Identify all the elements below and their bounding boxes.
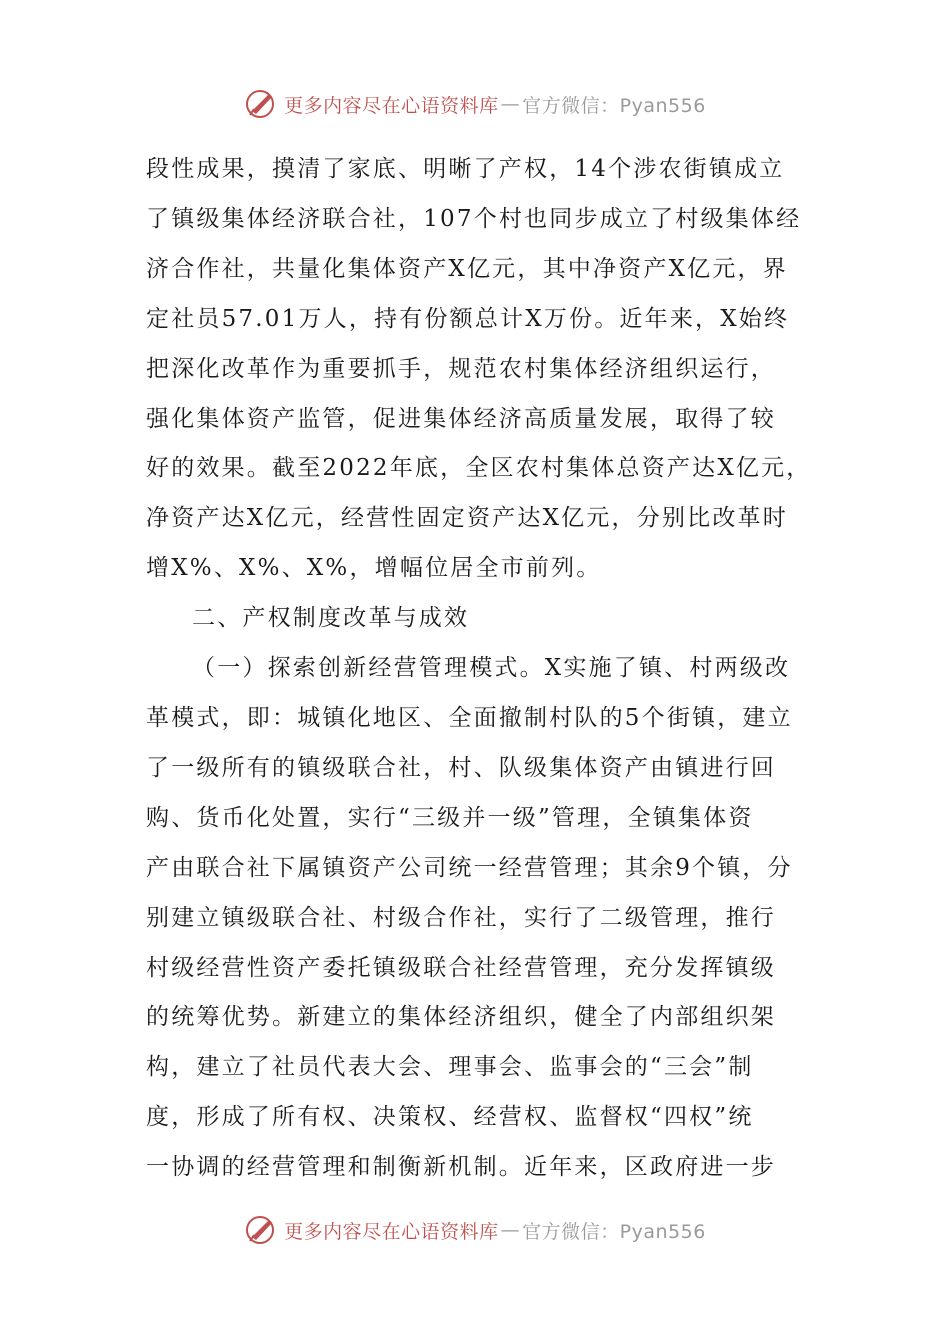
text-line: 净资产达X亿元，经营性固定资产达X亿元，分别比改革时 — [146, 505, 788, 532]
pen-logo-icon — [244, 87, 278, 121]
text-line: 段性成果，摸清了家底、明晰了产权，14个涉农街镇成立 — [146, 156, 785, 182]
text-line: 济合作社，共量化集体资产X亿元，其中净资产X亿元，界 — [146, 255, 788, 282]
text-line: 购、货币化处置，实行“三级并一级”管理，全镇集体资 — [146, 804, 754, 831]
text-line: 革模式，即：城镇化地区、全面撤制村队的5个街镇，建立 — [146, 704, 793, 731]
paragraph-2 — [146, 644, 816, 1193]
text-line: （一）探索创新经营管理模式。X实施了镇、村两级改 — [192, 655, 791, 682]
document-body — [146, 145, 816, 1193]
text-line: 强化集体资产监管，促进集体经济高质量发展，取得了较 — [146, 405, 776, 432]
footer-watermark — [0, 1210, 950, 1250]
text-line: 定社员57.01万人，持有份额总计X万份。近年来，X始终 — [146, 305, 790, 332]
watermark-site-name: 更多内容尽在心语资料库 — [284, 1220, 499, 1243]
text-line: 构，建立了社员代表大会、理事会、监事会的“三会”制 — [146, 1054, 754, 1081]
watermark-separator: — — [500, 1219, 521, 1241]
heading-text: 二、产权制度改革与成效 — [192, 605, 470, 632]
header-watermark — [0, 84, 950, 124]
pen-logo-icon — [244, 1213, 278, 1247]
text-line: 一协调的经营管理和制衡新机制。近年来，区政府进一步 — [146, 1154, 776, 1181]
text-line: 别建立镇级联合社、村级合作社，实行了二级管理，推行 — [146, 904, 776, 931]
watermark-contact: 官方微信：Pyan556 — [522, 94, 706, 117]
paragraph-1 — [146, 145, 816, 594]
text-line: 产由联合社下属镇资产公司统一经营管理；其余9个镇，分 — [146, 854, 793, 881]
text-line: 了镇级集体经济联合社，107个村也同步成立了村级集体经 — [146, 205, 802, 232]
text-line: 好的效果。截至2022年底，全区农村集体总资产达X亿元， — [146, 455, 812, 482]
text-line: 村级经营性资产委托镇级联合社经营管理，充分发挥镇级 — [146, 954, 776, 981]
watermark-contact: 官方微信：Pyan556 — [522, 1220, 706, 1243]
text-line: 把深化改革作为重要抓手，规范农村集体经济组织运行， — [146, 355, 776, 382]
section-heading — [146, 594, 816, 644]
watermark-separator: — — [500, 93, 521, 115]
text-line: 了一级所有的镇级联合社，村、队级集体资产由镇进行回 — [146, 754, 776, 781]
text-line: 的统筹优势。新建立的集体经济组织，健全了内部组织架 — [146, 1004, 776, 1031]
text-line: 增X%、X%、X%，增幅位居全市前列。 — [146, 555, 602, 582]
watermark-site-name: 更多内容尽在心语资料库 — [284, 94, 499, 117]
text-line: 度，形成了所有权、决策权、经营权、监督权“四权”统 — [146, 1104, 754, 1131]
